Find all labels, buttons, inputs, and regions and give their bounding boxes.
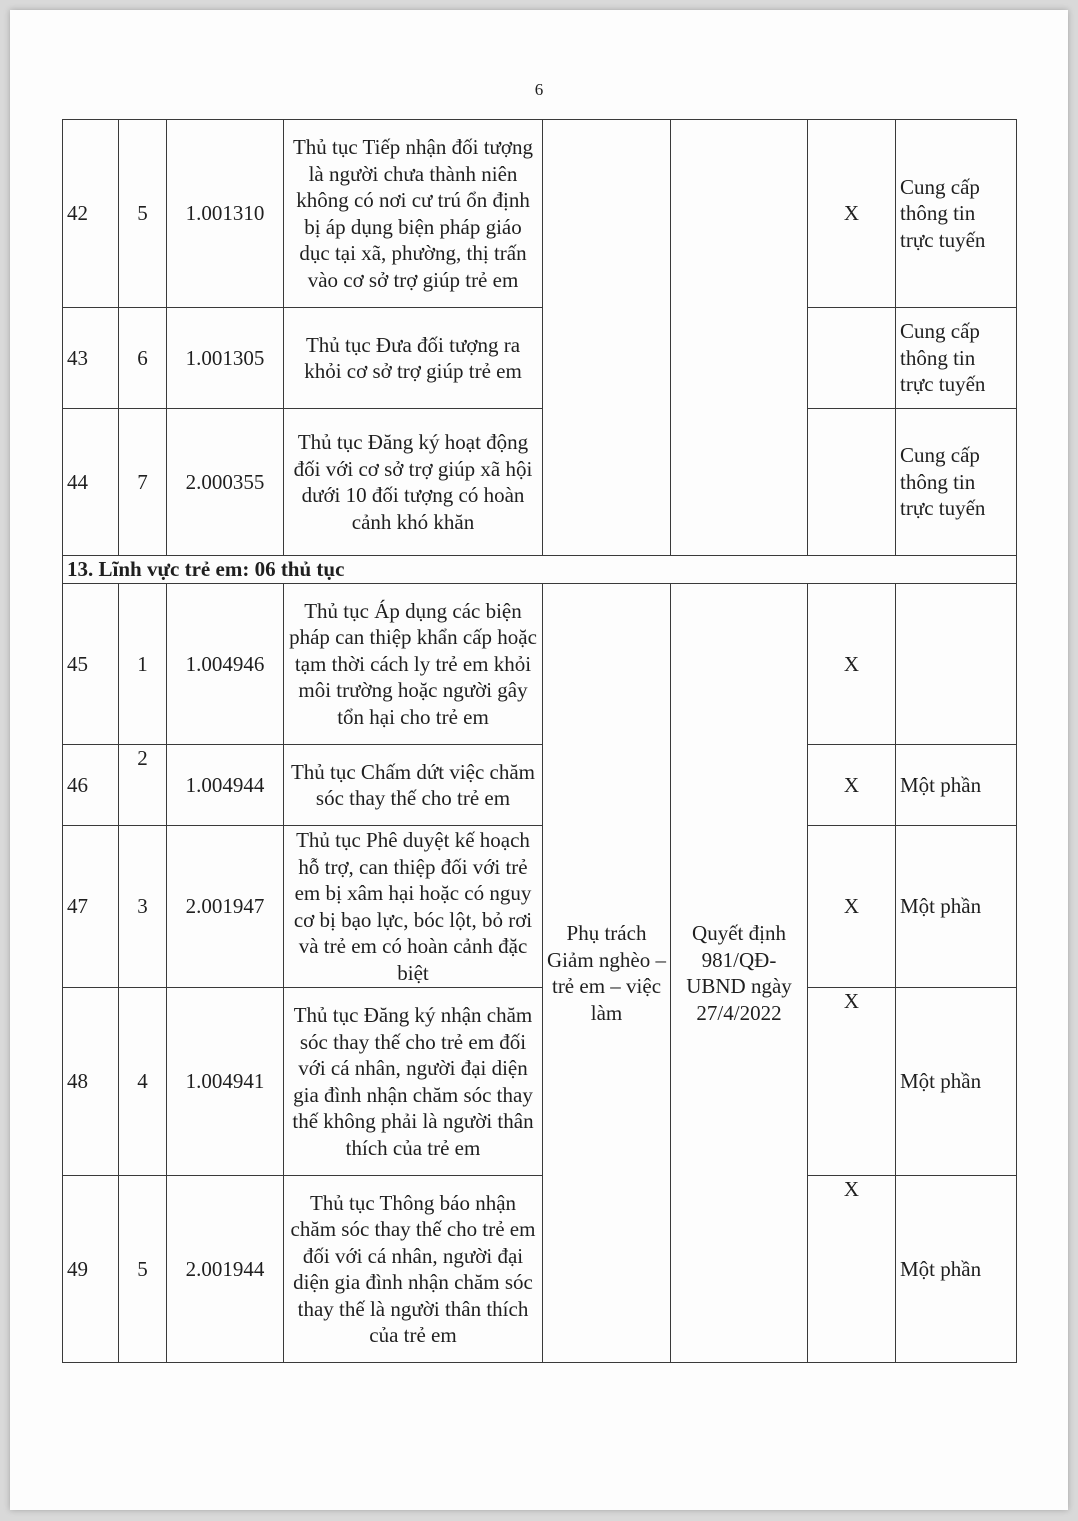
procedure-name: Thủ tục Thông báo nhận chăm sóc thay thế cho trẻ em đối với cá nhân, người đại diện gia đình nhận chăm sóc thay thế là người thân thích của trẻ em	[284, 1176, 543, 1363]
row-number: 43	[63, 308, 119, 409]
row-subindex: 5	[119, 120, 167, 308]
row-subindex: 2	[119, 745, 167, 826]
section-row	[63, 556, 1017, 584]
service-level: Một phần	[896, 745, 1017, 826]
row-subindex: 3	[119, 826, 167, 988]
table-row	[63, 745, 1017, 826]
row-subindex: 1	[119, 584, 167, 745]
responsible-unit: Phụ trách Giảm nghèo – trẻ em – việc làm	[543, 584, 671, 1363]
row-number: 46	[63, 745, 119, 826]
table-row	[63, 1176, 1017, 1363]
procedure-name: Thủ tục Đưa đối tượng ra khỏi cơ sở trợ giúp trẻ em	[284, 308, 543, 409]
online-mark: X	[808, 1176, 896, 1363]
procedure-name: Thủ tục Áp dụng các biện pháp can thiệp khẩn cấp hoặc tạm thời cách ly trẻ em khỏi môi trường hoặc người gây tổn hại cho trẻ em	[284, 584, 543, 745]
procedure-code: 1.001310	[167, 120, 284, 308]
service-level	[896, 584, 1017, 745]
table-row	[63, 409, 1017, 556]
procedures-table	[62, 119, 1017, 1363]
table-row	[63, 826, 1017, 988]
row-subindex: 5	[119, 1176, 167, 1363]
procedure-name: Thủ tục Đăng ký nhận chăm sóc thay thế cho trẻ em đối với cá nhân, người đại diện gia đình nhận chăm sóc thay thế không phải là người thân thích của trẻ em	[284, 988, 543, 1176]
service-level: Cung cấp thông tin trực tuyến	[896, 409, 1017, 556]
service-level: Cung cấp thông tin trực tuyến	[896, 308, 1017, 409]
page-number: 6	[534, 80, 544, 99]
procedure-code: 2.001944	[167, 1176, 284, 1363]
decision-cell-empty	[671, 120, 808, 556]
row-number: 49	[63, 1176, 119, 1363]
service-level: Một phần	[896, 826, 1017, 988]
online-mark: X	[808, 826, 896, 988]
table-row	[63, 120, 1017, 308]
procedure-name: Thủ tục Phê duyệt kế hoạch hỗ trợ, can thiệp đối với trẻ em bị xâm hại hoặc có nguy cơ bị bạo lực, bóc lột, bỏ rơi và trẻ em có hoàn cảnh đặc biệt	[284, 826, 543, 988]
service-level: Một phần	[896, 988, 1017, 1176]
procedure-code: 1.004944	[167, 745, 284, 826]
procedure-name: Thủ tục Chấm dứt việc chăm sóc thay thế cho trẻ em	[284, 745, 543, 826]
online-mark	[808, 409, 896, 556]
unit-cell-empty	[543, 120, 671, 556]
procedure-code: 1.004946	[167, 584, 284, 745]
online-mark: X	[808, 120, 896, 308]
procedure-name: Thủ tục Đăng ký hoạt động đối với cơ sở trợ giúp xã hội dưới 10 đối tượng có hoàn cảnh khó khăn	[284, 409, 543, 556]
row-number: 48	[63, 988, 119, 1176]
service-level: Cung cấp thông tin trực tuyến	[896, 120, 1017, 308]
row-number: 47	[63, 826, 119, 988]
service-level: Một phần	[896, 1176, 1017, 1363]
row-number: 45	[63, 584, 119, 745]
online-mark	[808, 308, 896, 409]
table-row	[63, 988, 1017, 1176]
section-title: 13. Lĩnh vực trẻ em: 06 thủ tục	[63, 556, 1017, 584]
online-mark: X	[808, 584, 896, 745]
online-mark: X	[808, 988, 896, 1176]
procedure-code: 2.000355	[167, 409, 284, 556]
procedure-name: Thủ tục Tiếp nhận đối tượng là người chưa thành niên không có nơi cư trú ổn định bị áp dụng biện pháp giáo dục tại xã, phường, thị trấn vào cơ sở trợ giúp trẻ em	[284, 120, 543, 308]
table-row	[63, 308, 1017, 409]
row-subindex: 7	[119, 409, 167, 556]
row-subindex: 4	[119, 988, 167, 1176]
procedure-code: 2.001947	[167, 826, 284, 988]
procedure-code: 1.001305	[167, 308, 284, 409]
online-mark: X	[808, 745, 896, 826]
document-page	[10, 10, 1068, 1510]
decision-reference: Quyết định 981/QĐ-UBND ngày 27/4/2022	[671, 584, 808, 1363]
row-subindex: 6	[119, 308, 167, 409]
row-number: 42	[63, 120, 119, 308]
procedure-code: 1.004941	[167, 988, 284, 1176]
row-number: 44	[63, 409, 119, 556]
table-row	[63, 584, 1017, 745]
